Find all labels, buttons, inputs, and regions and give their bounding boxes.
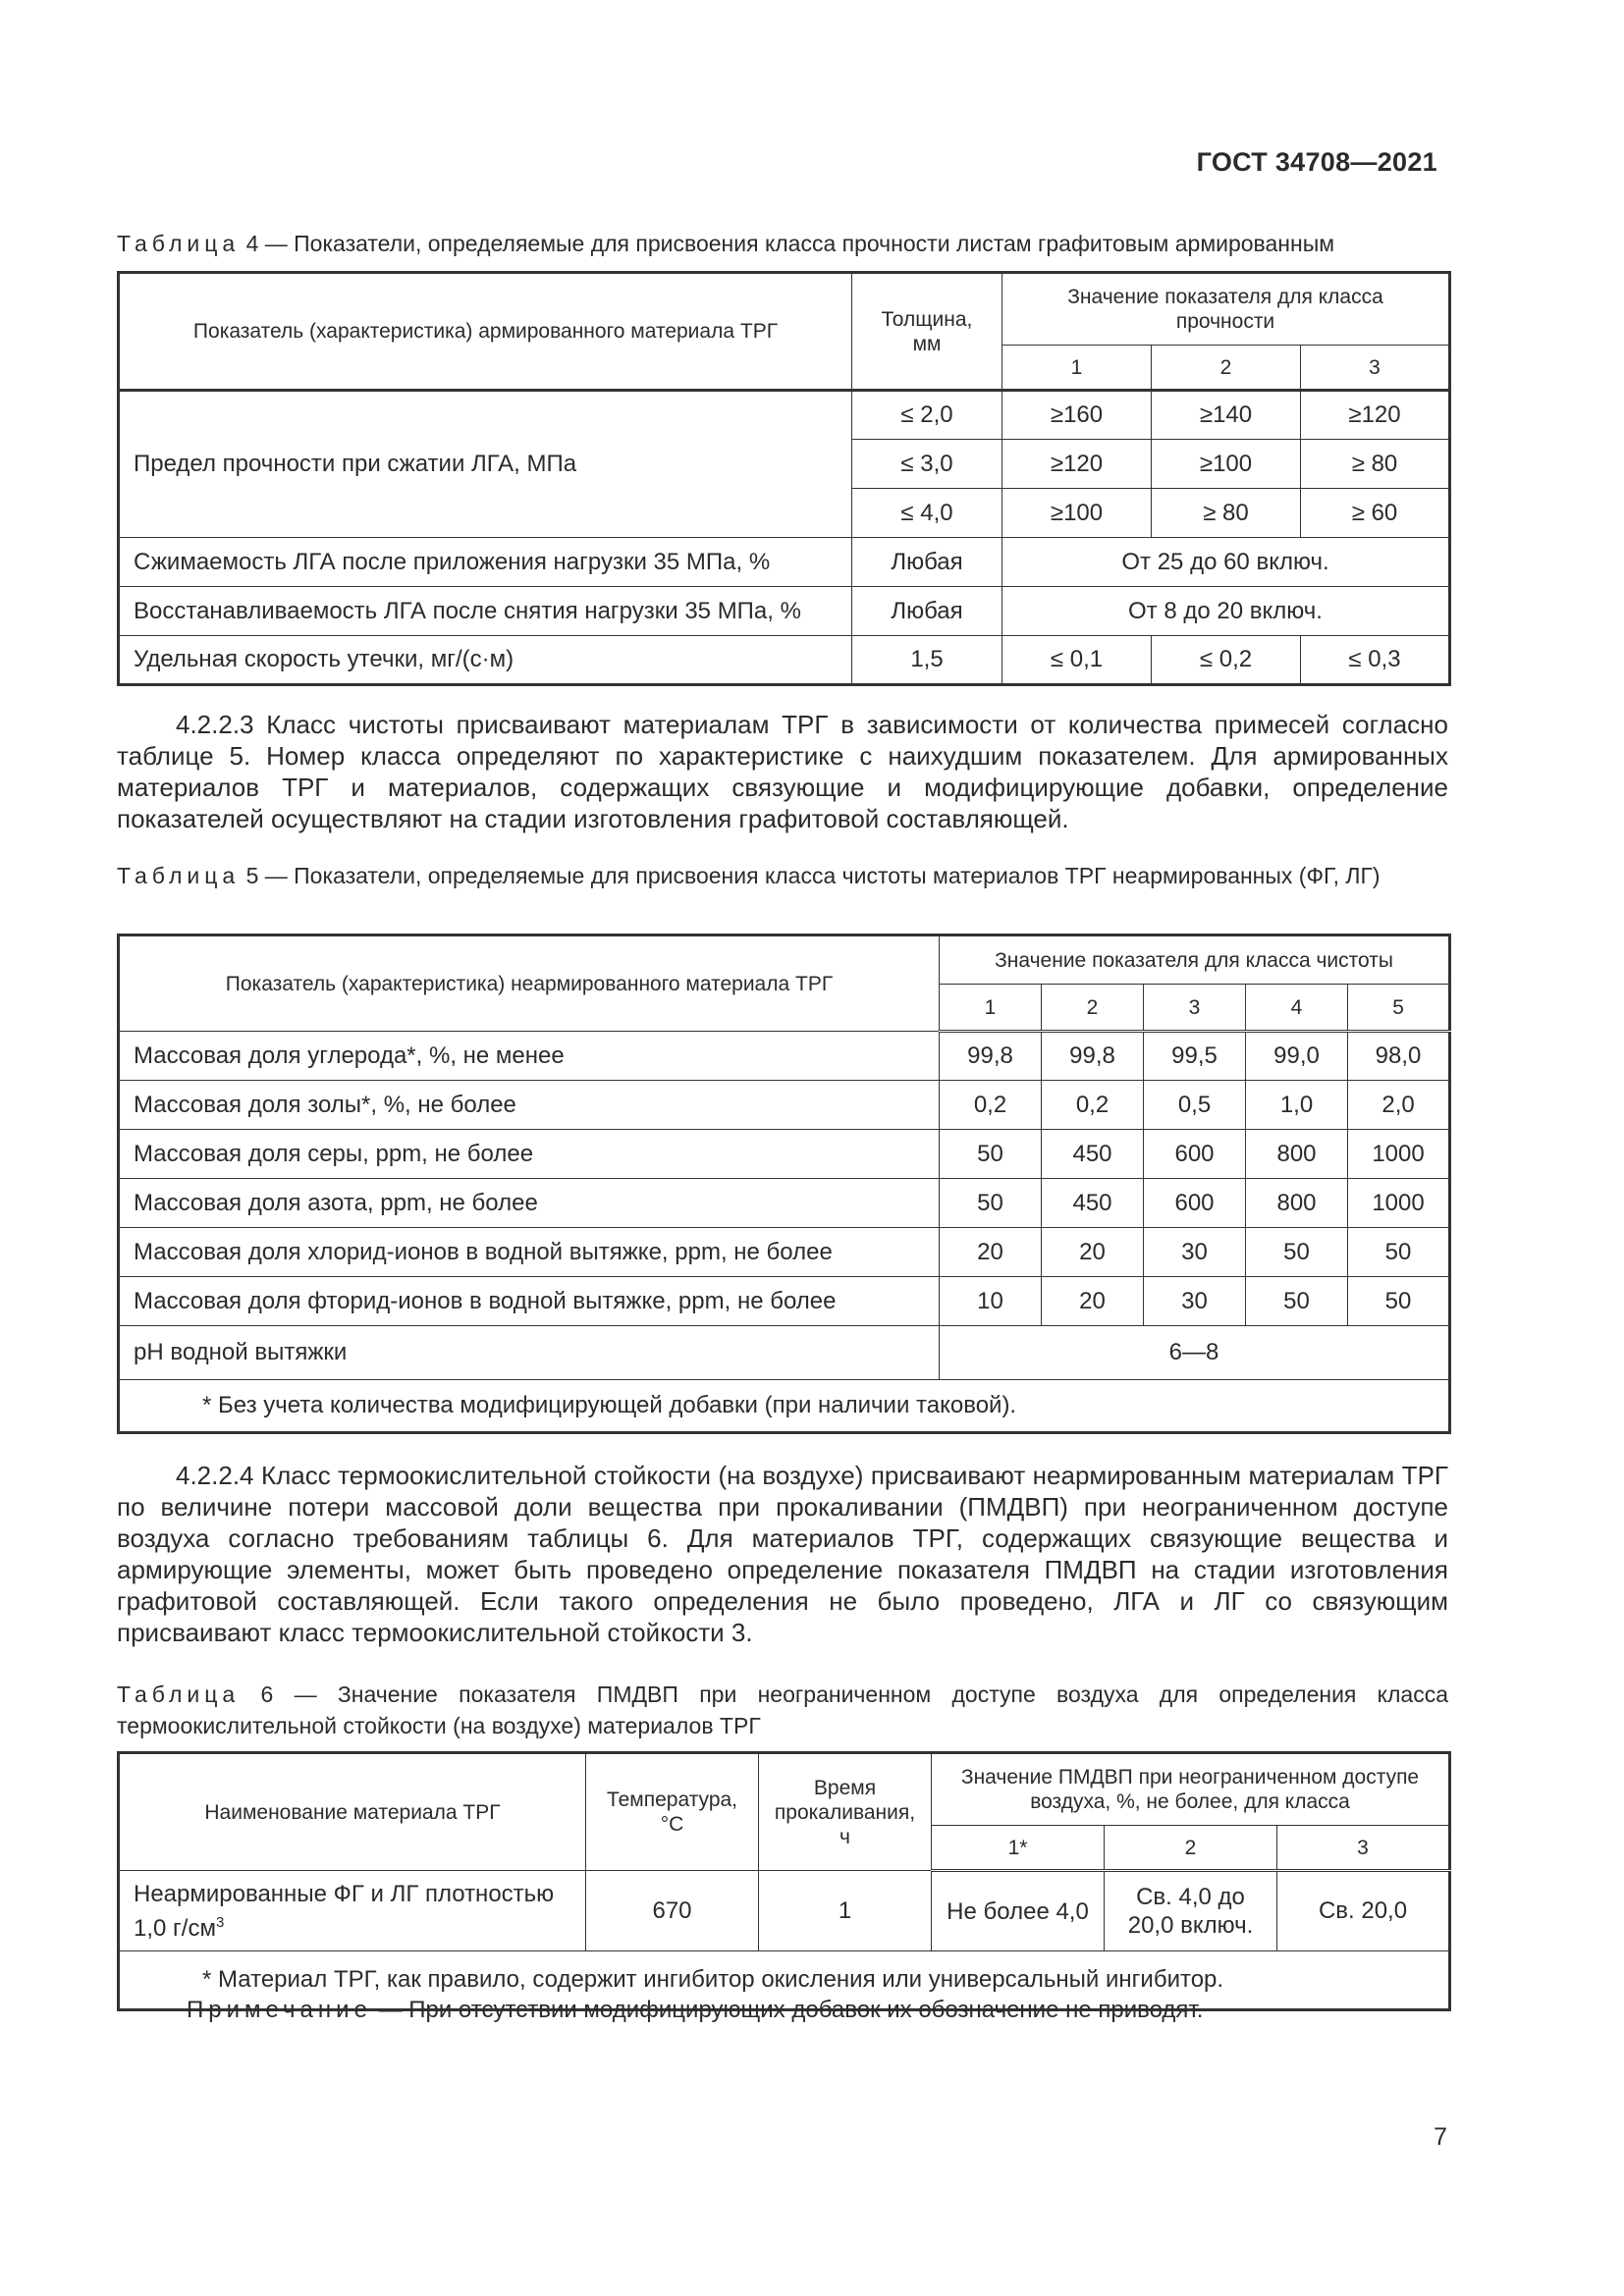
table4-compression-label: Предел прочности при сжатии ЛГА, МПа [119, 391, 852, 538]
table4-cell: ≤ 0,1 [1002, 636, 1152, 685]
table5-cell: 99,0 [1246, 1032, 1348, 1081]
table5-cell: 99,8 [1042, 1032, 1144, 1081]
table5-cell: 50 [940, 1130, 1042, 1179]
table5-footnote: * Без учета количества модифицирующей добавки (при наличии таковой). [119, 1380, 1450, 1433]
table5-cell: 50 [1348, 1277, 1450, 1326]
note-text: — При отсутствии модифицирующих добавок их обозначение не приводят. [371, 1997, 1204, 2023]
table5-cell: 800 [1246, 1130, 1348, 1179]
table5-cell: 2,0 [1348, 1081, 1450, 1130]
table4-head-group: Значение показателя для класса прочности [1002, 273, 1450, 346]
paragraph-4-2-2-3: 4.2.2.3 Класс чистоты присваивают материалам ТРГ в зависимости от количества примесей согласно таблице 5. Номер класса определяют по характеристике с наихудшим показателем. Для армированных материалов ТРГ и материалов, содержащих связующие и модифицирующие добавки, определение показателей осуществляют на стадии изготовления графитовой составляющей. [117, 710, 1448, 833]
table4-cell: Любая [852, 538, 1002, 587]
table5-cell: 0,2 [940, 1081, 1042, 1130]
table5-cell: 99,8 [940, 1032, 1042, 1081]
table4-cell: ≥ 60 [1301, 489, 1450, 538]
table5-cell: 450 [1042, 1130, 1144, 1179]
table5-cell: 50 [1348, 1228, 1450, 1277]
table4-cell: ≤ 0,2 [1152, 636, 1301, 685]
table-row [119, 1228, 1450, 1277]
table6-cell: Не более 4,0 [932, 1871, 1105, 1951]
table5-cell: 30 [1144, 1277, 1246, 1326]
table5-ph-value: 6—8 [940, 1326, 1450, 1380]
note [187, 1995, 1203, 2026]
table4-class-1: 1 [1002, 346, 1152, 391]
table4-cell: ≥120 [1301, 391, 1450, 440]
table6-caption-text: 6 — Значение показателя ПМДВП при неограниченном доступе воздуха для определения класса термоокислительной стойкости (на воздухе) материалов ТРГ [117, 1682, 1448, 1738]
table5-cell: 800 [1246, 1179, 1348, 1228]
table5-cell: 0,5 [1144, 1081, 1246, 1130]
table4 [117, 271, 1451, 686]
table4-caption-label: Таблица [117, 231, 241, 256]
table-row [119, 1081, 1450, 1130]
table5-cell: 0,2 [1042, 1081, 1144, 1130]
table6-cell: Св. 20,0 [1277, 1871, 1450, 1951]
paragraph-4-2-2-4: 4.2.2.4 Класс термоокислительной стойкости (на воздухе) присваивают неармированным материалам ТРГ по величине потери массовой доли вещества при прокаливании (ПМДВП) при неограниченном доступе воздуха согласно требованиям таблицы 6. Для материалов ТРГ, содержащих связующие вещества и армирующие элементы, может быть проведено определение показателя ПМДВП на стадии изготовления графитовой составляющей. Если такого определения не было проведено, ЛГА и ЛГ со связующим присваивают класс термоокислительной стойкости 3. [117, 1461, 1448, 1647]
table5-cell: 1,0 [1246, 1081, 1348, 1130]
table5-cell: 98,0 [1348, 1032, 1450, 1081]
table4-cell: От 8 до 20 включ. [1002, 587, 1450, 636]
table5-row-label: Массовая доля углерода*, %, не менее [119, 1032, 940, 1081]
page-number: 7 [1434, 2123, 1447, 2151]
table4-cell: ≥100 [1152, 440, 1301, 489]
table6-cell: Св. 4,0 до 20,0 включ. [1105, 1871, 1277, 1951]
table4-class-2: 2 [1152, 346, 1301, 391]
table4-compressibility-label: Сжимаемость ЛГА после приложения нагрузки 35 МПа, % [119, 538, 852, 587]
table5-cell: 20 [1042, 1228, 1144, 1277]
note-label: Примечание [187, 1997, 372, 2023]
table5-class-4: 4 [1246, 985, 1348, 1032]
document-code: ГОСТ 34708—2021 [1196, 147, 1437, 177]
table6-row-name-text: Неармированные ФГ и ЛГ плотностью 1,0 г/см [134, 1880, 555, 1942]
table5-row-label: Массовая доля серы, ppm, не более [119, 1130, 940, 1179]
table-row [119, 1871, 1450, 1951]
table5-ph-label: pH водной вытяжки [119, 1326, 940, 1380]
table5-cell: 50 [1246, 1228, 1348, 1277]
table4-recovery-label: Восстанавливаемость ЛГА после снятия нагрузки 35 МПа, % [119, 587, 852, 636]
table4-cell: ≤ 2,0 [852, 391, 1002, 440]
table5-row-label: Массовая доля золы*, %, не более [119, 1081, 940, 1130]
table6-head-group: Значение ПМДВП при неограниченном доступе воздуха, %, не более, для класса [932, 1753, 1450, 1826]
table5-row-label: Массовая доля фторид-ионов в водной вытяжке, ppm, не более [119, 1277, 940, 1326]
table-row [119, 1277, 1450, 1326]
table-row [119, 1130, 1450, 1179]
table5-caption-label: Таблица [117, 863, 241, 888]
table4-cell: ≥140 [1152, 391, 1301, 440]
table6-class-3: 3 [1277, 1826, 1450, 1871]
table4-cell: ≥100 [1002, 489, 1152, 538]
table-row [119, 1326, 1450, 1380]
table5 [117, 934, 1451, 1434]
table4-head-param: Показатель (характеристика) армированного материала ТРГ [119, 273, 852, 391]
table5-row-label: Массовая доля азота, ppm, не более [119, 1179, 940, 1228]
table4-caption-text: 4 — Показатели, определяемые для присвоения класса прочности листам графитовым армированным [245, 231, 1335, 256]
table5-cell: 1000 [1348, 1179, 1450, 1228]
table-row [119, 1179, 1450, 1228]
table6-footnote: * Материал ТРГ, как правило, содержит ингибитор окисления или универсальный ингибитор. [119, 1951, 1450, 2010]
table5-cell: 50 [940, 1179, 1042, 1228]
table5-head-group: Значение показателя для класса чистоты [940, 935, 1450, 985]
table6-head-name: Наименование материала ТРГ [119, 1753, 586, 1871]
table5-cell: 50 [1246, 1277, 1348, 1326]
table5-cell: 600 [1144, 1130, 1246, 1179]
table5-class-5: 5 [1348, 985, 1450, 1032]
table4-cell: ≤ 0,3 [1301, 636, 1450, 685]
table5-caption [117, 860, 1448, 891]
table5-class-2: 2 [1042, 985, 1144, 1032]
table4-leak-label: Удельная скорость утечки, мг/(с·м) [119, 636, 852, 685]
table6 [117, 1751, 1451, 2011]
table5-cell: 20 [1042, 1277, 1144, 1326]
table4-class-3: 3 [1301, 346, 1450, 391]
table4-caption [117, 228, 1448, 259]
table5-class-3: 3 [1144, 985, 1246, 1032]
table5-caption-text: 5 — Показатели, определяемые для присвоения класса чистоты материалов ТРГ неармированных (ФГ, ЛГ) [245, 863, 1380, 888]
table4-head-thickness: Толщина, мм [852, 273, 1002, 391]
table6-row-name [119, 1871, 586, 1951]
table6-caption [117, 1679, 1448, 1741]
table5-cell: 450 [1042, 1179, 1144, 1228]
table6-class-2: 2 [1105, 1826, 1277, 1871]
table4-cell: ≥ 80 [1301, 440, 1450, 489]
table4-cell: ≥160 [1002, 391, 1152, 440]
table6-row-name-sup: 3 [215, 1913, 225, 1931]
table5-cell: 99,5 [1144, 1032, 1246, 1081]
table4-cell: От 25 до 60 включ. [1002, 538, 1450, 587]
table4-cell: ≤ 4,0 [852, 489, 1002, 538]
table5-cell: 1000 [1348, 1130, 1450, 1179]
table6-cell: 670 [586, 1871, 759, 1951]
table5-head-param: Показатель (характеристика) неармированного материала ТРГ [119, 935, 940, 1032]
table5-row-label: Массовая доля хлорид-ионов в водной вытяжке, ppm, не более [119, 1228, 940, 1277]
table6-head-time: Время прокаливания, ч [759, 1753, 932, 1871]
table6-head-temp: Температура, °С [586, 1753, 759, 1871]
table4-cell: ≤ 3,0 [852, 440, 1002, 489]
table6-cell: 1 [759, 1871, 932, 1951]
table5-cell: 600 [1144, 1179, 1246, 1228]
table4-cell: 1,5 [852, 636, 1002, 685]
table4-cell: Любая [852, 587, 1002, 636]
table4-cell: ≥120 [1002, 440, 1152, 489]
table-row [119, 1032, 1450, 1081]
table5-cell: 30 [1144, 1228, 1246, 1277]
table4-cell: ≥ 80 [1152, 489, 1301, 538]
table6-class-1: 1* [932, 1826, 1105, 1871]
table5-cell: 10 [940, 1277, 1042, 1326]
table5-class-1: 1 [940, 985, 1042, 1032]
table6-caption-label: Таблица [117, 1682, 241, 1707]
table5-cell: 20 [940, 1228, 1042, 1277]
